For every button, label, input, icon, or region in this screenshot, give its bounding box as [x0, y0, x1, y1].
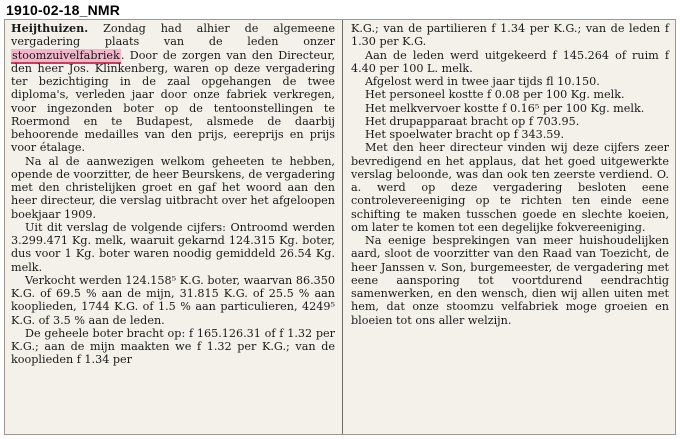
article-paragraph: Het drupapparaat bracht op f 703.95.: [365, 114, 580, 128]
article-paragraph: K.G.; van de partilieren f 1.34 per K.G.; van de leden f 1.30 per K.G.: [351, 22, 669, 49]
article-paragraph: Na al de aanwezigen welkom geheeten te hebben, opende de voorzitter, de heer Beurskens, de vergadering met den christelijken groet en gaf het woord aan den heer directeur, die verslag uitbracht over het afgeloopen boekjaar 1909.: [11, 154, 335, 221]
article-paragraph: Na eenige besprekingen van meer huishoudelijken aard, sloot de voorzitter van den Raad van Toezicht, de heer Janssen v. Son, burgemeester, de vergadering met eene aansporing tot voortdurend eendrachtig samenwerken, en den wensch, dien wij allen uiten met hem, dat onze stoomzu velfabriek moge groeien en bloeien tot ons aller welzijn.: [351, 234, 669, 327]
column-divider: [342, 20, 343, 435]
article-paragraph: Verkocht werden 124.158⁵ K.G. boter, waarvan 86.350 K.G. of 69.5 % aan de mijn, 31.815 K.G. of 25.5 % aan kooplieden, 1744 K.G. of 1.5 % aan particulieren, 4249⁵ K.G. of 3.5 % aan de leden.: [11, 273, 335, 327]
article-paragraph: Afgelost werd in twee jaar tijds fl 10.150.: [365, 75, 600, 88]
article-paragraph: Uit dit verslag de volgende cijfers: Ontroomd werden 3.299.471 Kg. melk, waaruit gekarnd 124.315 Kg. boter, dus voor 1 Kg. boter waren noodig gemiddeld 26.54 Kg. melk.: [11, 220, 335, 274]
article-place-heading: Heijthuizen.: [11, 21, 89, 35]
article-paragraph: Het melkvervoer kostte f 0.16⁵ per 100 Kg. melk.: [365, 101, 645, 115]
article-text: . Door de zorgen van den Directeur, den heer Jos. Klinkenberg, waren op deze vergadering ter bezichtiging in de zaal opgehangen de twee diploma's, verleden jaar door onze fabriek verkregen, voor ingezonden boter op de tentoonstellingen te Roermond en te Budapest, alsmede de daarbij behoorende medailles van den prijs, eereprijs en prijs voor étalage.: [11, 48, 335, 155]
article-paragraph: [11, 22, 335, 155]
clipping-date-label: 1910-02-18_NMR: [6, 2, 121, 18]
article-column-left: [11, 22, 335, 367]
article-paragraph: Aan de leden werd uitgekeerd f 145.264 of ruim f 4.40 per 100 L. melk.: [351, 48, 669, 75]
article-paragraph: Het spoelwater bracht op f 343.59.: [365, 128, 565, 141]
article-paragraph: Het personeel kostte f 0.08 per 100 Kg. melk.: [365, 88, 625, 102]
article-paragraph: Met den heer directeur vinden wij deze cijfers zeer bevredigend en het applaus, dat het goed uitgewerkte verslag beloonde, was dan ook ten zeerste verdiend. O. a. werd op deze vergadering besloten eene controlevereeniging op te richten ten einde eene schifting te maken tusschen goede en slechte koeien, om later te komen tot een degelijke fokvereeniging.: [351, 141, 669, 234]
article-paragraph: De geheele boter bracht op: f 165.126.31 of f 1.32 per K.G.; aan de mijn maakten we f 1.32 per K.G.; van de kooplieden f 1.34 per: [11, 326, 335, 367]
article-text: Zondag had alhier de algemeene vergadering plaats van de leden onzer: [11, 22, 335, 49]
highlighted-keyword: stoomzuivelfabriek: [12, 48, 120, 62]
article-column-right: [351, 22, 669, 327]
newspaper-clipping: [4, 19, 676, 435]
